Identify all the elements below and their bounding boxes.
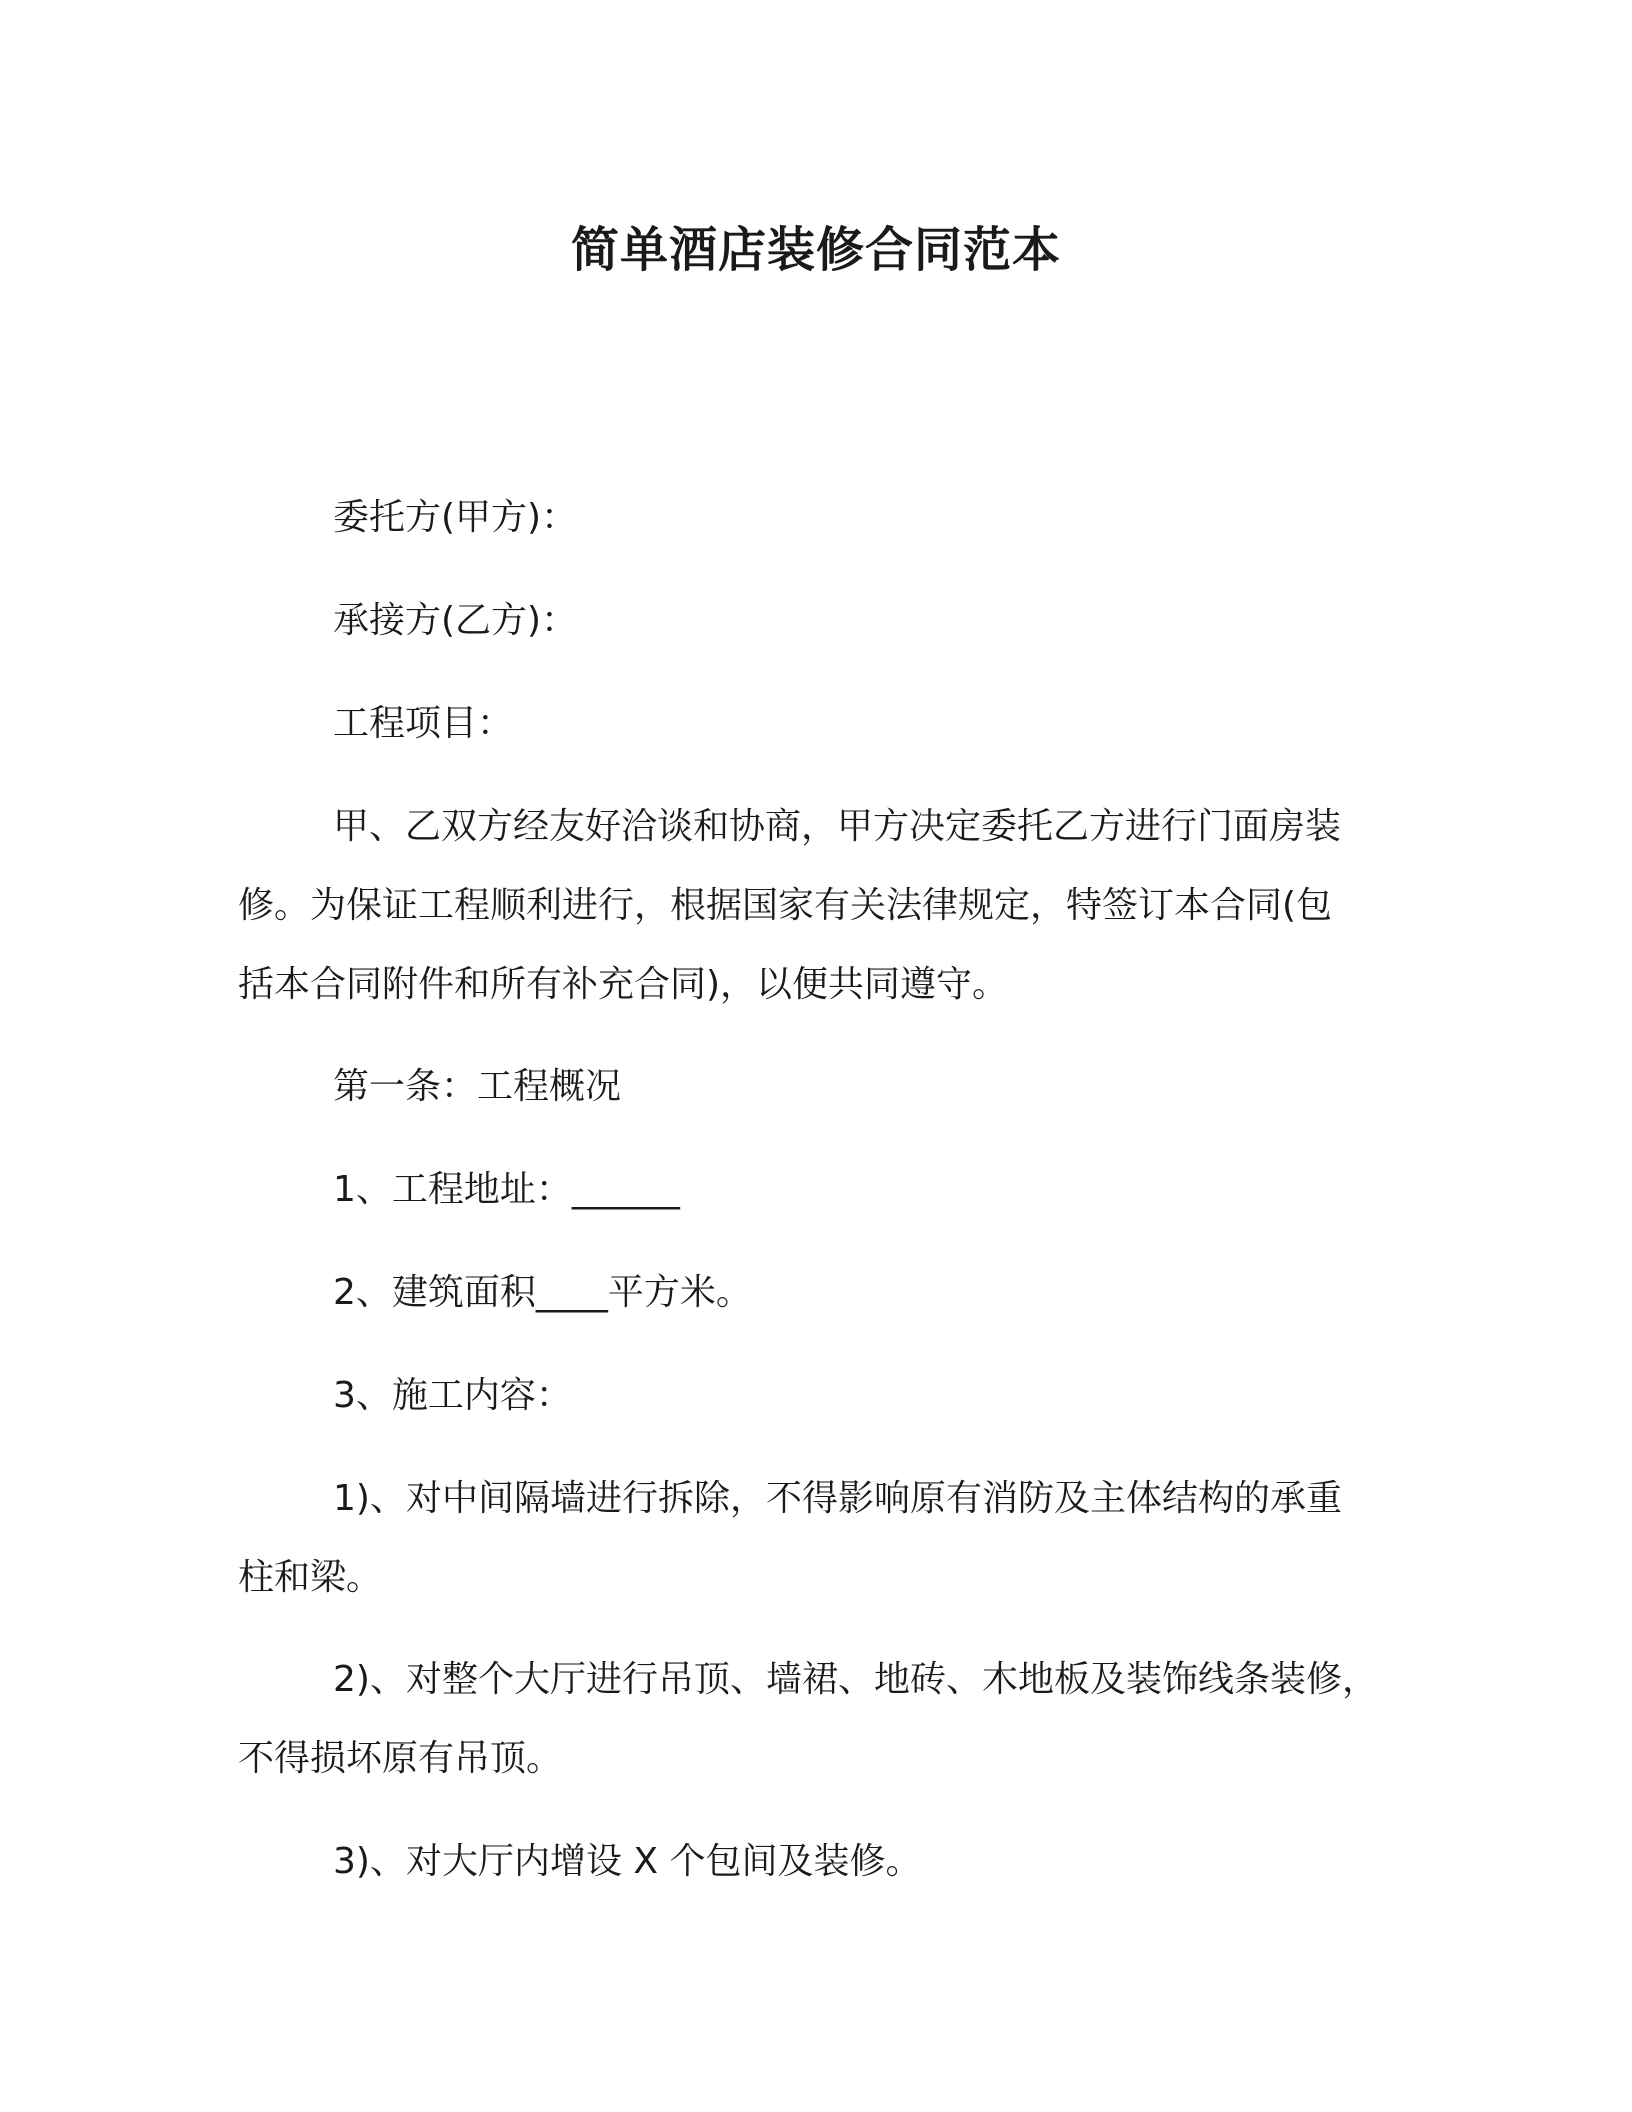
- intro-line-1: 甲、乙双方经友好洽谈和协商，甲方决定委托乙方进行门面房装: [333, 806, 1342, 847]
- party-b-label: 承接方(乙方)：: [333, 600, 578, 641]
- sub-item-2-line-2: 不得损坏原有吊顶。: [238, 1738, 563, 1779]
- item-1-address: 1、工程地址：______: [333, 1169, 680, 1210]
- party-a-label: 委托方(甲方)：: [333, 497, 578, 538]
- item-3-scope: 3、施工内容：: [333, 1375, 572, 1416]
- intro-line-3: 括本合同附件和所有补充合同)，以便共同遵守。: [238, 964, 1009, 1005]
- article-1-heading: 第一条：工程概况: [333, 1066, 622, 1107]
- sub-item-1-line-1: 1)、对中间隔墙进行拆除，不得影响原有消防及主体结构的承重: [333, 1478, 1342, 1519]
- sub-item-2-line-1: 2)、对整个大厅进行吊顶、墙裙、地砖、木地板及装饰线条装修，: [333, 1659, 1378, 1700]
- project-label: 工程项目：: [333, 703, 514, 744]
- sub-item-1-line-2: 柱和梁。: [238, 1557, 383, 1598]
- item-2-area: 2、建筑面积____平方米。: [333, 1272, 752, 1313]
- sub-item-3-line-1: 3)、对大厅内增设 X 个包间及装修。: [333, 1841, 922, 1882]
- intro-line-2: 修。为保证工程顺利进行，根据国家有关法律规定，特签订本合同(包: [238, 885, 1333, 926]
- document-title: 简单酒店装修合同范本: [570, 222, 1061, 278]
